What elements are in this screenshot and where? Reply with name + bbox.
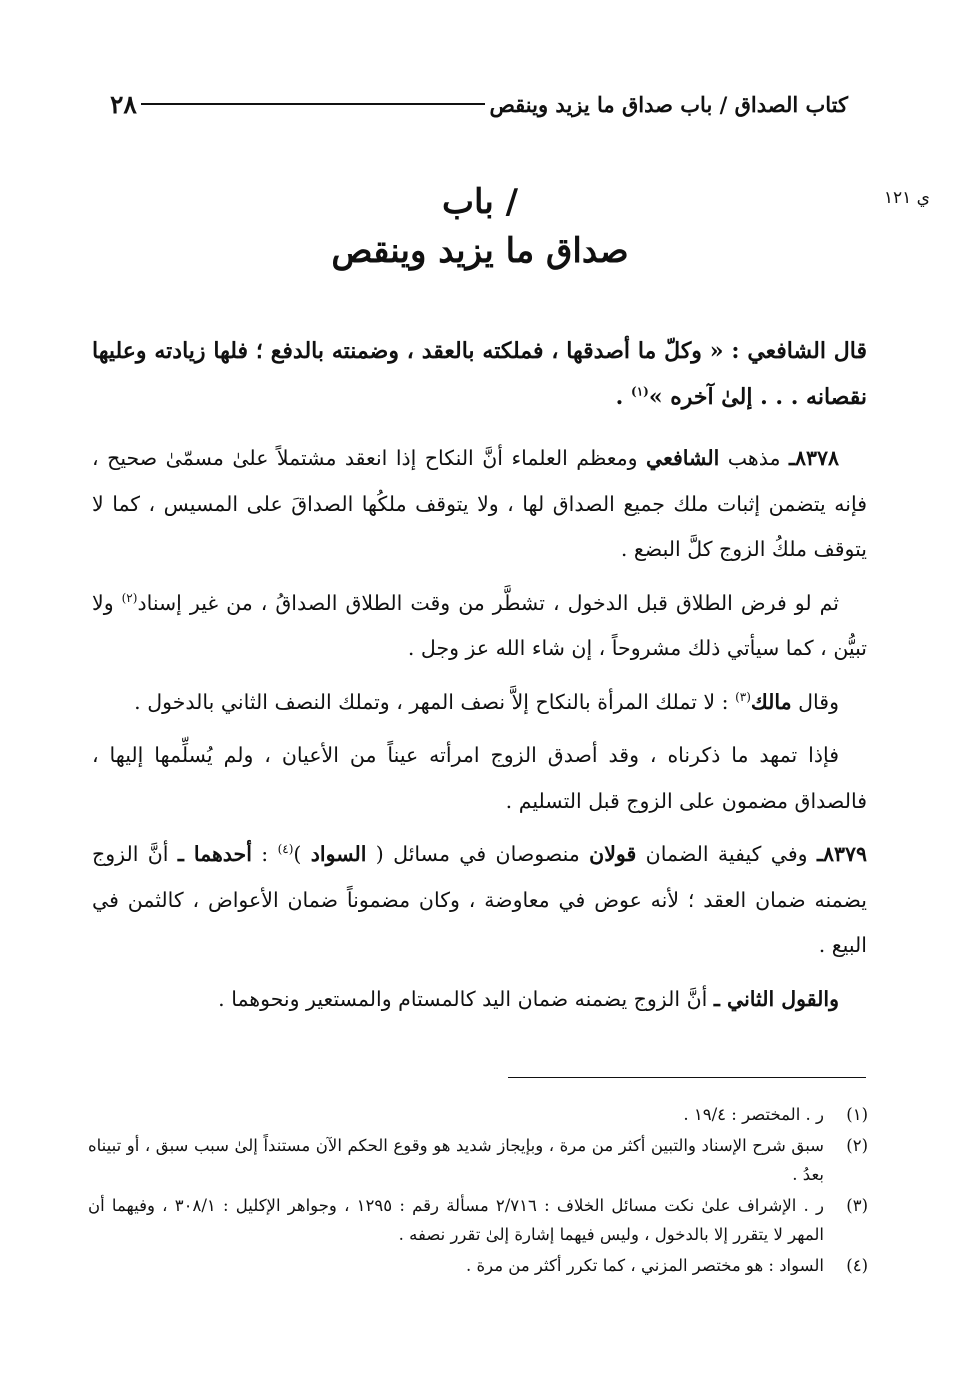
footnote-4 — [88, 1251, 868, 1280]
footnote-2 — [88, 1131, 868, 1189]
footnotes — [88, 1100, 868, 1282]
header-rule — [141, 103, 486, 105]
footnote-ref-2[interactable]: (٢) — [121, 590, 138, 605]
footnote-number: (٢) — [846, 1136, 868, 1155]
footnote-ref-3[interactable]: (٣) — [735, 689, 751, 704]
paragraph-text: ومعظم العلماء أنَّ النكاح إذا انعقد مشتملاً علىٰ مسمّىٰ صحيح ، فإنه يتضمن إثبات ملك جميع الصداق لها ، ولا يتوقف ملكُها الصداقَ على المسيس ، كما لا يتوقف ملكُ الزوج كلَّ البضع . — [92, 446, 867, 561]
bold-term: قولان — [589, 842, 637, 866]
paragraph-text: مذهب — [719, 446, 789, 470]
footnote-number: (١) — [846, 1105, 868, 1124]
paragraph-text: ولا تبيُّن ، كما سيأتي ذلك مشروحاً ، إن شاء الله عز وجل . — [92, 590, 867, 660]
footnote-separator — [508, 1077, 866, 1078]
footnote-ref-4[interactable]: (٤) — [277, 842, 294, 857]
paragraph-8378 — [92, 436, 867, 573]
margin-reference: ي ١٢١ — [883, 188, 930, 208]
bold-name: مالك — [750, 689, 792, 714]
chapter-heading — [180, 178, 780, 276]
paragraph-malik — [92, 680, 867, 726]
paragraph-text: منصوصان في مسائل ( — [366, 842, 590, 866]
paragraph-talaq — [92, 581, 867, 672]
chapter-heading-line1: / باب — [441, 182, 519, 222]
paragraph-second-opinion — [92, 977, 867, 1023]
paragraph-text: وفي كيفية الضمان — [636, 842, 817, 866]
bold-term: أحدهما ـ — [177, 842, 252, 866]
bold-name: الشافعي — [646, 446, 720, 470]
shafii-quote — [92, 328, 867, 420]
bold-term: والقول الثاني ـ — [713, 986, 839, 1011]
page-number: ٢٨ — [110, 89, 137, 119]
bold-term: السواد — [310, 842, 367, 866]
footnote-ref-1[interactable]: (١) — [631, 384, 649, 399]
footnote-text: ر . الإشراف علىٰ نكت مسائل الخلاف : ٢/٧١٦ مسألة رقم : ١٢٩٥ ، وجواهر الإكليل : ٣٠٨/١ ، وفيهما أن المهر لا يتقرر إلا بالدخول ، وليس فيهما إشارة إلىٰ تقرر نصفه . — [88, 1196, 824, 1244]
footnote-text: ر . المختصر : ١٩/٤ . — [683, 1105, 824, 1124]
footnote-number: (٤) — [846, 1256, 868, 1275]
paragraph-text: فإذا تمهد ما ذكرناه ، وقد أصدق الزوج امرأته عيناً من الأعيان ، ولم يُسلِّمها إليها ، فالصداق مضمون على الزوج قبل التسليم . — [92, 743, 867, 813]
chapter-heading-line2: صداق ما يزيد وينقص — [331, 231, 629, 271]
paragraph-text: ) — [293, 842, 311, 866]
quote-text: قال الشافعي : « وكلّ ما أصدقها ، فملكته بالعقد ، وضمنته بالدفع ؛ فلها زيادته وعليها نقصانه . . . إلىٰ آخره » — [92, 338, 867, 410]
paragraph-tamhid — [92, 733, 867, 824]
paragraph-text: وقال — [791, 689, 839, 714]
footnote-text: السواد : هو مختصر المزني ، كما تكرر أكثر من مرة . — [465, 1256, 824, 1275]
quote-end: . — [615, 384, 631, 410]
body-text — [92, 436, 867, 1030]
footnote-3 — [88, 1191, 868, 1249]
footnote-text: سبق شرح الإسناد والتبين أكثر من مرة ، وبإيجاز شديد هو وقوع الحكم الآن مستنداً إلىٰ سبب سبق ، أو تبيناه بعدُ . — [88, 1136, 824, 1184]
paragraph-text: : لا تملك المرأة بالنكاح إلاَّ نصف المهر ، وتملك النصف الثاني بالدخول . — [134, 689, 736, 714]
running-title: كتاب الصداق / باب صداق ما يزيد وينقص — [489, 91, 848, 117]
paragraph-text: : — [251, 842, 278, 866]
paragraph-number: ٨٣٧٨ـ — [788, 446, 839, 470]
paragraph-text: ثم لو فرض الطلاق قبل الدخول ، تشطَّر من وقت الطلاق الصداقُ ، من غير إسناد — [137, 590, 839, 615]
footnote-number: (٣) — [846, 1196, 868, 1215]
footnote-1 — [88, 1100, 868, 1129]
paragraph-text: أنَّ الزوج يضمنه ضمان اليد كالمستام والمستعير ونحوهما . — [218, 986, 714, 1011]
paragraph-text: أنَّ الزوج يضمنه ضمان العقد ؛ لأنه عوض في معاوضة ، وكان مضموناً ضمان الأعواض ، كالثمن في البيع . — [92, 842, 867, 957]
running-header — [92, 84, 862, 124]
paragraph-number: ٨٣٧٩ـ — [816, 842, 868, 866]
paragraph-8379 — [92, 832, 867, 969]
